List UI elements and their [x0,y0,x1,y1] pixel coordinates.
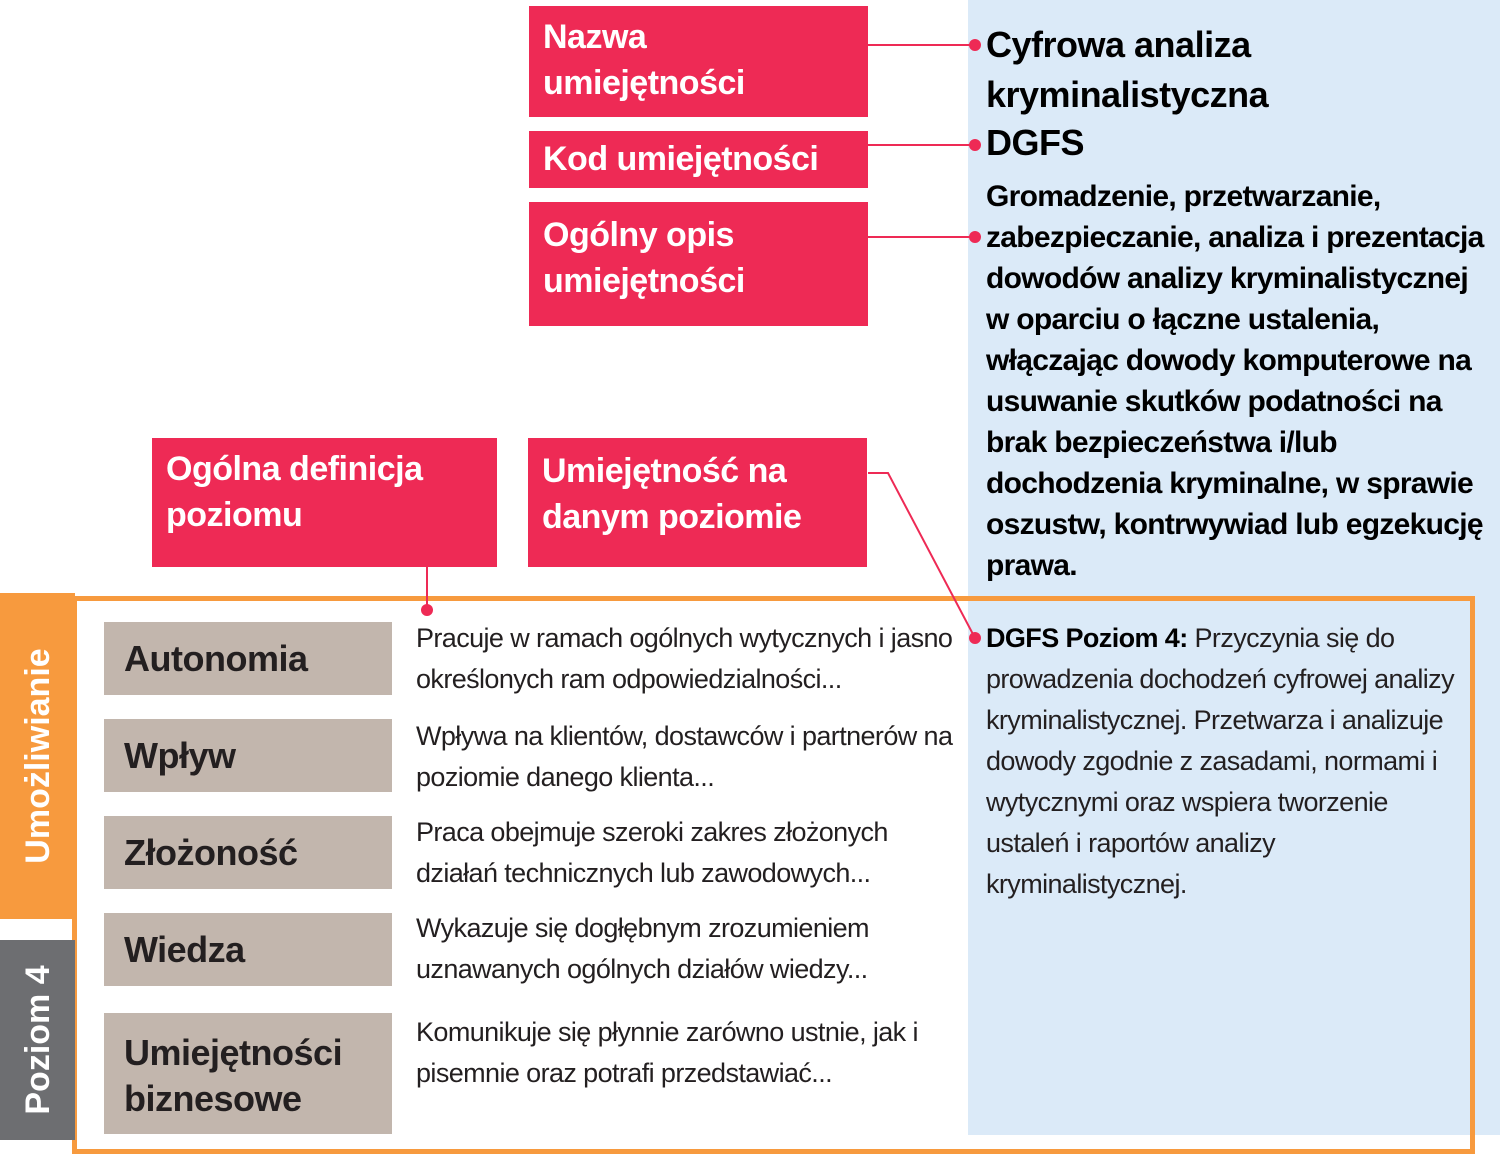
label-skill-description: Ogólny opis umiejętności [529,202,868,326]
label-skill-at-level: Umiejętność na danym poziomie [528,438,867,567]
skill-description: Gromadzenie, przetwarzanie, zabezpieczanie, analiza i prezentacja dowodów analizy kryminalistycznej w oparciu o łączne ustalenia, włączając dowody komputerowe na usuwanie skutków podatności na brak bezpieczeństwa i/lub dochodzenia kryminalne, w sprawie oszustw, kontrwywiad lub egzekucję prawa. [986,180,1484,582]
level-heading: DGFS Poziom 4: [986,623,1188,653]
attribute-autonomy-desc: Pracuje w ramach ogólnych wytycznych i jasno określonych ram odpowiedzialności... [416,623,953,694]
attribute-autonomy: Autonomia [104,622,392,695]
label-skill-code: Kod umiejętności [529,131,868,188]
attribute-business-skills-desc: Komunikuje się płynnie zarówno ustnie, jak i pisemnie oraz potrafi przedstawiać... [416,1017,918,1088]
label-level-definition: Ogólna definicja poziomu [152,438,497,567]
attribute-influence: Wpływ [104,719,392,792]
label-skill-name: Nazwa umiejętności [529,6,868,117]
attribute-knowledge-desc: Wykazuje się dogłębnym zrozumieniem uznawanych ogólnych działów wiedzy... [416,913,869,984]
attribute-complexity-desc: Praca obejmuje szeroki zakres złożonych działań technicznych lub zawodowych... [416,817,888,888]
attribute-complexity: Złożoność [104,816,392,889]
attribute-influence-desc: Wpływa na klientów, dostawców i partnerów na poziomie danego klienta... [416,721,953,792]
attribute-business-skills: Umiejętności biznesowe [104,1013,392,1134]
attribute-knowledge: Wiedza [104,913,392,986]
skill-name: Cyfrowa analiza kryminalistyczna [986,24,1269,115]
category-tab-label: Umożliwianie [19,648,57,864]
level-text: Przyczynia się do prowadzenia dochodzeń cyfrowej analizy kryminalistycznej. Przetwarza i analizuje dowody zgodnie z zasadami, normami i wytycznymi oraz wspiera tworzenie ustaleń i raportów analizy kryminalistycznej. [986,623,1454,899]
level-description [986,618,1476,905]
skill-code: DGFS [986,122,1085,163]
level-tab-label: Poziom 4 [19,965,57,1115]
